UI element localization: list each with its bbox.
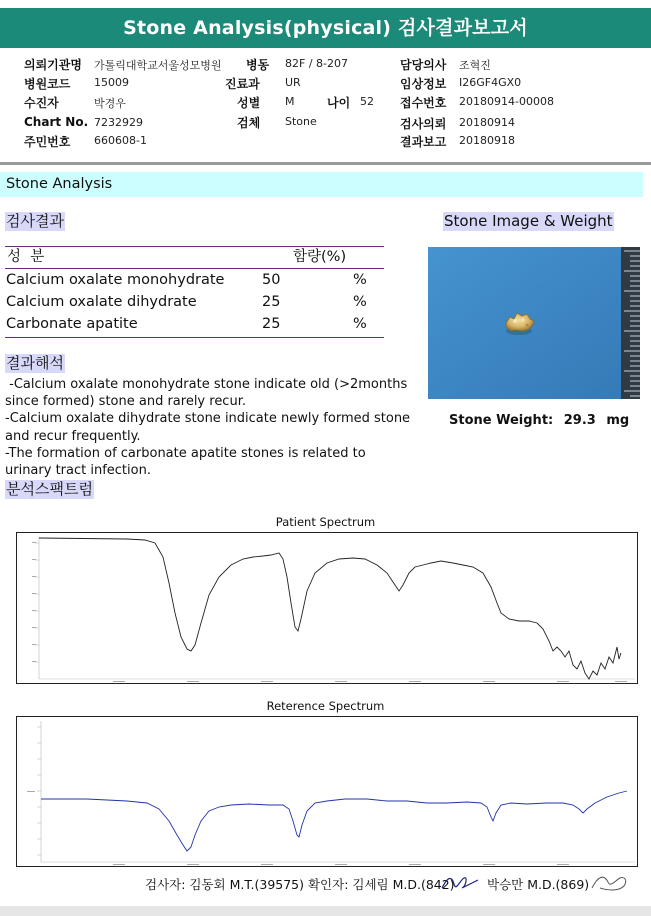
page-bottom-band <box>0 906 651 916</box>
hospital-code-value: 15009 <box>94 76 129 89</box>
reception-value: 20180914-00008 <box>459 95 554 108</box>
table-header-rule <box>5 268 384 269</box>
stone-weight <box>449 413 629 428</box>
dept-value: UR <box>285 76 301 89</box>
section-title-stone-analysis: Stone Analysis <box>0 172 643 197</box>
interpretation-line: urinary tract infection. <box>5 463 151 479</box>
column-header-component: 성 분 <box>7 249 45 265</box>
request-date-label: 검사의뢰 <box>400 117 447 131</box>
patient-label: 수진자 <box>24 96 59 110</box>
chart-no-label: Chart No. <box>24 115 89 129</box>
stone-weight-value: 29.3 <box>563 413 596 428</box>
table-row-name: Carbonate apatite <box>6 316 138 332</box>
table-row-name: Calcium oxalate monohydrate <box>6 272 225 288</box>
age-value: 52 <box>360 95 374 108</box>
hospital-code-label: 병원코드 <box>24 77 71 91</box>
patient-spectrum-graphic <box>17 533 637 683</box>
stone-photo-graphic <box>428 247 640 399</box>
signature-mark-1 <box>440 872 480 894</box>
reception-label: 접수번호 <box>400 96 447 110</box>
ward-value: 82F / 8-207 <box>285 57 348 70</box>
ward-label: 병동 <box>246 58 270 72</box>
sex-value: M <box>285 95 295 108</box>
header-divider <box>0 162 651 165</box>
reference-spectrum-graphic <box>17 717 637 866</box>
table-row-value: 50 <box>262 272 281 288</box>
table-row-value: 25 <box>262 316 281 332</box>
reference-spectrum-title: Reterence Spectrum <box>266 699 385 713</box>
table-row-name: Calcium oxalate dihydrate <box>6 294 197 310</box>
interpretation-line: -Calcium oxalate dihydrate stone indicate newly formed stone <box>5 411 411 427</box>
table-row-unit: % <box>353 294 367 310</box>
reference-spectrum-plot <box>16 716 638 867</box>
spectrum-heading: 분석스팩트럼 <box>6 480 93 498</box>
doctor-label: 담당의사 <box>400 58 447 72</box>
specimen-label: 검체 <box>237 116 261 130</box>
report-title: Stone Analysis(physical) 검사결과보고서 <box>0 8 651 48</box>
interpretation-line: -Calcium oxalate monohydrate stone indicate old (>2months <box>5 377 408 392</box>
institution-value: 가톨릭대학교서울성모병원 <box>94 59 222 72</box>
result-heading: 검사결과 <box>6 212 64 230</box>
second-signer-text: 박승만 M.D.(869) <box>487 877 590 892</box>
resident-id-value: 660608-1 <box>94 134 147 147</box>
interpretation-text <box>5 376 425 479</box>
stone-photo <box>428 247 640 399</box>
clinical-info-label: 임상정보 <box>400 77 447 91</box>
interpretation-line: -The formation of carbonate apatite stones is related to <box>5 445 366 461</box>
examiner-text: 검사자: 김동회 M.T.(39575) 확인자: 김세림 M.D.(842) <box>145 877 455 892</box>
table-row-value: 25 <box>262 294 281 310</box>
institution-label: 의뢰기관명 <box>24 58 82 72</box>
report-date-value: 20180918 <box>459 134 515 147</box>
table-row-unit: % <box>353 316 367 332</box>
patient-spectrum-plot <box>16 532 638 684</box>
request-date-value: 20180914 <box>459 116 515 129</box>
patient-value: 박경우 <box>94 97 126 110</box>
resident-id-label: 주민번호 <box>24 135 71 149</box>
table-bottom-rule <box>5 337 384 338</box>
stone-weight-unit: mg <box>606 413 630 428</box>
column-header-amount: 함량(%) <box>293 249 347 265</box>
chart-no-value: 7232929 <box>94 116 143 129</box>
stone-image-heading: Stone Image & Weight <box>444 212 613 230</box>
stone-weight-label: Stone Weight: <box>449 413 554 428</box>
interpretation-heading: 결과해석 <box>6 354 64 372</box>
sex-label: 성별 <box>237 96 261 110</box>
table-row-unit: % <box>353 272 367 288</box>
interpretation-line: since formed) stone and rarely recur. <box>5 394 246 410</box>
table-top-rule <box>5 246 384 247</box>
specimen-value: Stone <box>285 115 317 128</box>
signature-mark-2 <box>588 868 632 896</box>
dept-label: 진료과 <box>225 77 260 91</box>
report-date-label: 결과보고 <box>400 135 447 149</box>
doctor-value: 조혁진 <box>459 59 491 72</box>
clinical-info-value: I26GF4GX0 <box>459 76 522 89</box>
interpretation-line: and recur frequently. <box>5 428 141 444</box>
patient-spectrum-title: Patient Spectrum <box>275 515 376 529</box>
age-label: 나이 <box>327 96 351 110</box>
